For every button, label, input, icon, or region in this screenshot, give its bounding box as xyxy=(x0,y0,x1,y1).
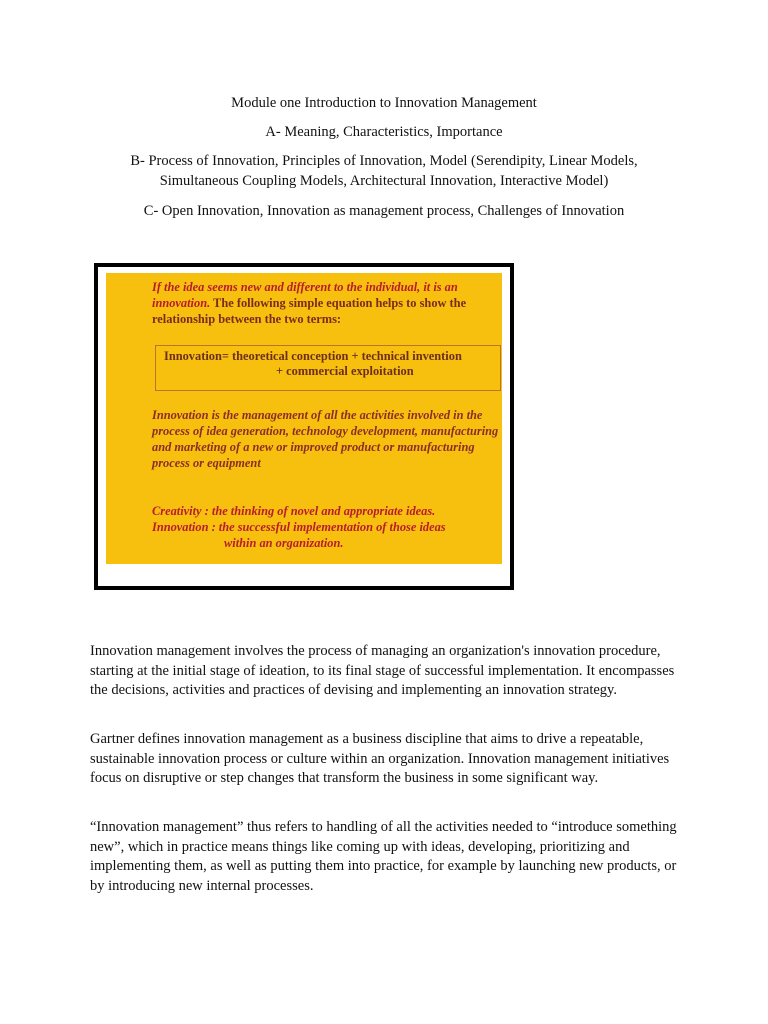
innovation-definition: Innovation : the successful implementation of those ideas xyxy=(152,520,446,534)
paragraph-2: Gartner defines innovation management as a business discipline that aims to drive a repeatable, sustainable innovation process or culture within an organization. Innovation management initiatives focus on disruptive or step changes that transform the business in some significant way. xyxy=(90,731,670,787)
slide-intro-lead: If the idea seems new and different to the individual, it is an innovation. xyxy=(152,280,458,310)
module-title: Module one Introduction to Innovation Management xyxy=(231,95,537,111)
equation-box xyxy=(155,345,501,391)
equation-line-1: Innovation= theoretical conception + technical invention xyxy=(164,349,462,363)
slide-image-frame xyxy=(94,263,514,590)
innovation-definition-cont: within an organization. xyxy=(224,536,344,550)
slide-intro-text xyxy=(152,279,502,327)
creativity-definition: Creativity : the thinking of novel and appropriate ideas. xyxy=(152,504,436,518)
paragraph-1: Innovation management involves the process of managing an organization's innovation procedure, starting at the initial stage of ideation, to its final stage of successful implementation. It encompasses the decisions, activities and practices of devising and implementing an innovation strategy. xyxy=(90,643,675,699)
slide-intro-rest: The following simple equation helps to show the relationship between the two terms: xyxy=(152,296,467,326)
equation-line-2: + commercial exploitation xyxy=(276,364,414,378)
section-b-heading: B- Process of Innovation, Principles of Innovation, Model (Serendipity, Linear Models, Simultaneous Coupling Models, Architectural Innovation, Interactive Model) xyxy=(130,153,638,189)
paragraph-3: “Innovation management” thus refers to handling of all the activities needed to “introduce something new”, which in practice means things like coming up with ideas, developing, prioritizing and implementing them, as well as putting them into practice, for example by launching new products, or by introducing new internal processes. xyxy=(90,819,677,894)
slide-creativity-block xyxy=(152,503,502,551)
slide-image xyxy=(106,273,502,564)
section-c-heading: C- Open Innovation, Innovation as management process, Challenges of Innovation xyxy=(143,203,625,219)
section-a-heading: A- Meaning, Characteristics, Importance xyxy=(265,124,503,140)
slide-definition-text: Innovation is the management of all the activities involved in the process of idea generation, technology development, manufacturing and marketing of a new or improved product or manufacturing process or equipment xyxy=(152,408,499,470)
